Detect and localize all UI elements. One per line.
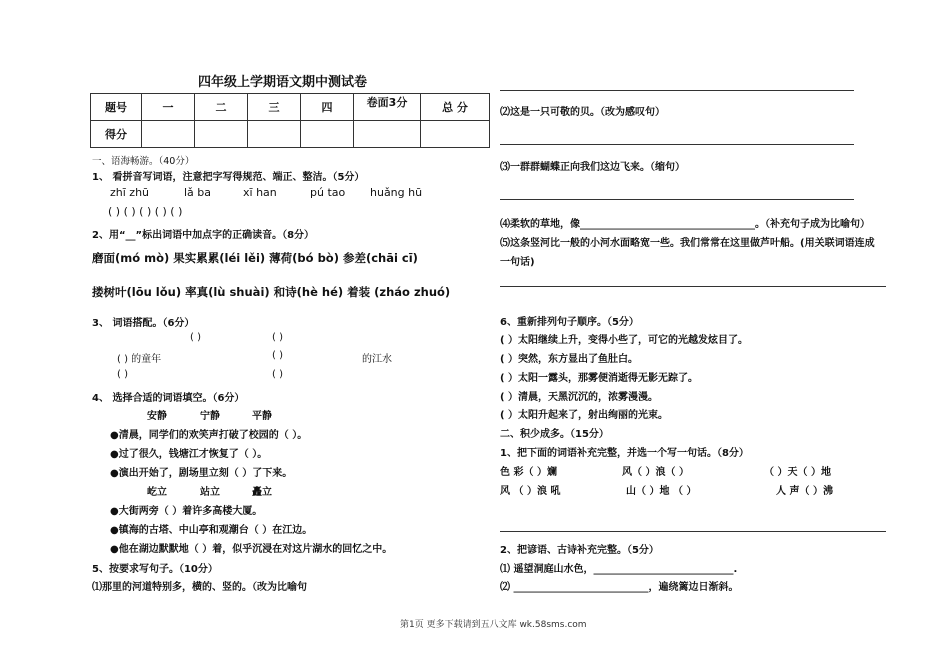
question-3: 3、 词语搭配。（6分） — [92, 318, 195, 329]
pronunciation-line-2: 搂树叶(lōu lǒu) 率真(lù shuài) 和诗(hè hé) 着装 (zháo zhuó) — [92, 285, 451, 299]
fill-sentence: ●他在湖边默默地（ ）着，似乎沉浸在对这片湖水的回忆之中。 — [110, 544, 393, 555]
idiom-item: 色 彩（ ）斓 — [500, 467, 557, 478]
question-4: 4、 选择合适的词语填空。（6分） — [92, 393, 245, 404]
question-2-1: 1、把下面的词语补充完整，并选一个写一句话。（8分） — [500, 448, 749, 459]
pronunciation-line-1: 磨面(mó mò) 果实累累(léi lěi) 薄荷(bó bò) 参差(chāi cī) — [92, 251, 418, 265]
order-item: ( ）太阳升起来了，射出绚丽的光束。 — [500, 410, 669, 421]
answer-line[interactable] — [500, 199, 854, 200]
pinyin-item: pú tao — [310, 186, 346, 199]
pinyin-item: zhī zhū — [110, 186, 150, 199]
order-item: ( ）太阳一露头，那雾便消逝得无影无踪了。 — [500, 373, 699, 384]
collocation-blank[interactable]: ( ) — [272, 369, 283, 380]
pinyin-item: xī han — [243, 186, 277, 199]
score-table-cell: 总 分 — [421, 94, 490, 121]
answer-line[interactable] — [500, 144, 854, 145]
poem-line-1: ⑴ 遥望洞庭山水色，____________________________. — [500, 564, 738, 575]
score-table-cell: 卷面3分 — [354, 94, 421, 121]
question-2-2: 2、把谚语、古诗补充完整。（5分） — [500, 545, 659, 556]
score-cell-empty[interactable] — [142, 121, 195, 148]
score-table-cell: 题号 — [91, 94, 142, 121]
section-2-heading: 二、积少成多。（15分） — [500, 429, 609, 440]
score-cell-empty[interactable] — [421, 121, 490, 148]
score-table-score-row — [91, 121, 490, 148]
order-item: ( ）太阳继续上升，变得小些了，可它的光越发炫目了。 — [500, 335, 749, 346]
score-table-cell: 二 — [195, 94, 248, 121]
word-choice: 宁静 — [200, 411, 220, 422]
score-cell-empty[interactable] — [301, 121, 354, 148]
order-item: ( ）突然，东方显出了鱼肚白。 — [500, 354, 639, 365]
section-1-heading: 一、语海畅游。（40分） — [92, 156, 195, 167]
question-6: 6、重新排列句子顺序。（5分） — [500, 317, 639, 328]
score-cell-empty[interactable] — [248, 121, 301, 148]
word-choice: 站立 — [200, 487, 220, 498]
fill-sentence: ●过了很久，钱塘江才恢复了（ ）。 — [110, 449, 268, 460]
sentence-task-1: ⑴那里的河道特别多，横的、竖的。（改为比喻句 — [92, 582, 307, 593]
score-table-header-row — [91, 94, 490, 121]
page-title: 四年级上学期语文期中测试卷 — [198, 75, 368, 90]
word-choice: 矗立 — [252, 487, 272, 498]
collocation-blank[interactable]: ( ) 的童年 — [117, 354, 162, 365]
question-2: 2、用“__”标出词语中加点字的正确读音。（8分） — [92, 230, 315, 241]
collocation-word: 的江水 — [362, 354, 392, 365]
fill-sentence: ●大街两旁（ ）着许多高楼大厦。 — [110, 506, 263, 517]
fill-sentence: ●演出开始了，剧场里立刻（ ）了下来。 — [110, 468, 293, 479]
sentence-task-3: ⑶一群群蝴蝶正向我们这边飞来。（缩句） — [500, 162, 685, 173]
poem-line-2: ⑵ ___________________________，遍绕篱边日渐斜。 — [500, 582, 739, 593]
word-choice: 平静 — [252, 411, 272, 422]
score-table-cell: 三 — [248, 94, 301, 121]
score-table-cell: 得分 — [91, 121, 142, 148]
collocation-blank[interactable]: ( ) — [272, 332, 283, 343]
score-cell-empty[interactable] — [195, 121, 248, 148]
score-table-cell: 一 — [142, 94, 195, 121]
collocation-blank[interactable]: ( ) — [272, 350, 283, 361]
idiom-item: 山（ ）地 （ ） — [626, 486, 697, 497]
answer-line[interactable] — [500, 90, 854, 91]
sentence-task-4: ⑷柔软的草地，像___________________________________。（补充句子成为比喻句） — [500, 219, 870, 230]
answer-line[interactable] — [500, 531, 886, 532]
sentence-task-2: ⑵这是一只可敬的贝。（改为感叹句） — [500, 107, 665, 118]
idiom-item: 风（ ）浪（ ） — [622, 467, 689, 478]
question-1: 1、 看拼音写词语，注意把字写得规范、端正、整洁。（5分） — [92, 172, 365, 183]
order-item: ( ）清晨，天黑沉沉的，浓雾漫漫。 — [500, 392, 659, 403]
sentence-task-5: ⑸这条竖河比一般的小河水面略宽一些。我们常常在这里做芦叶船。(用关联词语连成 — [500, 238, 875, 249]
collocation-blank[interactable]: ( ) — [117, 369, 128, 380]
score-table — [90, 93, 490, 148]
idiom-item: 风 （ ）浪 吼 — [500, 486, 561, 497]
idiom-item: （ ）天（ ）地 — [764, 467, 831, 478]
pinyin-item: lǎ ba — [184, 186, 212, 199]
word-choice: 屹立 — [147, 487, 167, 498]
sentence-task-5-cont: 一句话) — [500, 257, 535, 268]
page-footer: 第1页 更多下载请到五八文库 wk.58sms.com — [400, 620, 587, 630]
score-table-cell: 四 — [301, 94, 354, 121]
collocation-blank[interactable]: ( ) — [190, 332, 201, 343]
pinyin-item: huǎng hū — [370, 186, 423, 199]
answer-line[interactable] — [500, 286, 886, 287]
idiom-item: 人 声（ ）沸 — [776, 486, 833, 497]
score-cell-empty[interactable] — [354, 121, 421, 148]
pinyin-answer-brackets[interactable]: ( ) ( ) ( ) ( ) ( ) — [108, 205, 183, 218]
word-choice: 安静 — [147, 411, 167, 422]
question-5: 5、按要求写句子。（10分） — [92, 564, 218, 575]
fill-sentence: ●镇海的古塔、中山亭和观潮台（ ）在江边。 — [110, 525, 313, 536]
fill-sentence: ●清晨，同学们的欢笑声打破了校园的（ ）。 — [110, 430, 308, 441]
